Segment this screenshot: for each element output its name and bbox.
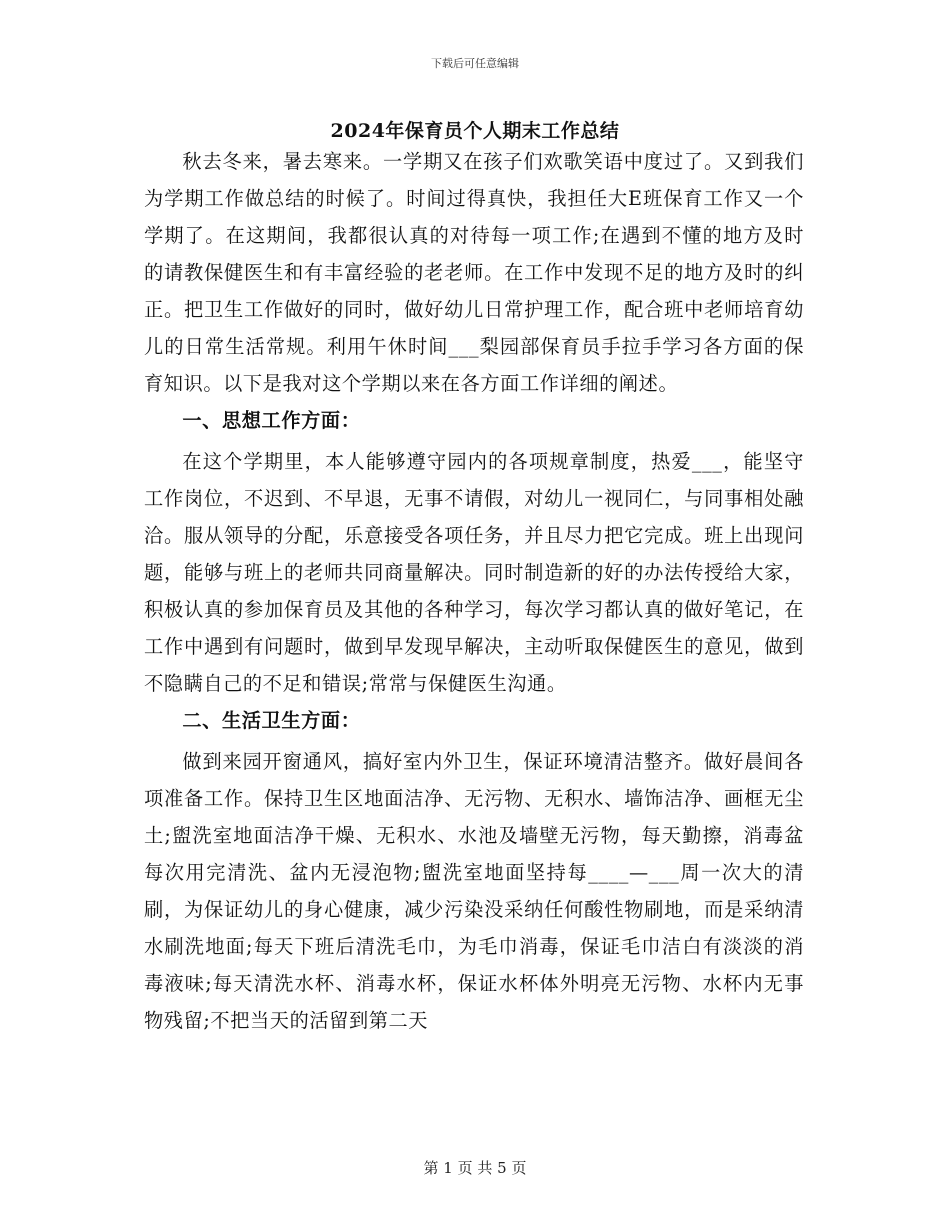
page-number: 第 1 页 共 5 页 [423,1159,527,1177]
document-body [144,143,804,1039]
header-note: 下载后可任意编辑 [431,57,519,70]
intro-paragraph: 秋去冬来，暑去寒来。一学期又在孩子们欢歌笑语中度过了。又到我们为学期工作做总结的时候了。时间过得真快，我担任大E班保育工作又一个学期了。在这期间，我都很认真的对待每一项工作;在遇到不懂的地方及时的请教保健医生和有丰富经验的老老师。在工作中发现不足的地方及时的纠正。把卫生工作做好的同时，做好幼儿日常护理工作，配合班中老师培育幼儿的日常生活常规。利用午休时间___梨园部保育员手拉手学习各方面的保育知识。以下是我对这个学期以来在各方面工作详细的阐述。 [144,150,804,395]
section-heading-hygiene: 二、生活卫生方面： [182,709,361,732]
section-body-hygiene: 做到来园开窗通风，搞好室内外卫生，保证环境清洁整齐。做好晨间各项准备工作。保持卫生区地面洁净、无污物、无积水、墙饰洁净、画框无尘土;盥洗室地面洁净干燥、无积水、水池及墙壁无污物，每天勤擦，消毒盆每次用完清洗、盆内无浸泡物;盥洗室地面坚持每____—___周一次大的清刷，为保证幼儿的身心健康，减少污染没采纳任何酸性物刷地，而是采纳清水刷洗地面;每天下班后清洗毛巾，为毛巾消毒，保证毛巾洁白有淡淡的消毒液味;每天清洗水杯、消毒水杯，保证水杯体外明亮无污物、水杯内无事物残留;不把当天的活留到第二天 [144,750,804,1032]
document-title: 2024年保育员个人期末工作总结 [330,120,620,142]
section-heading-thinking: 一、思想工作方面： [182,409,361,432]
section-body-thinking: 在这个学期里，本人能够遵守园内的各项规章制度，热爱___，能坚守工作岗位，不迟到、不早退，无事不请假，对幼儿一视同仁，与同事相处融洽。服从领导的分配，乐意接受各项任务，并且尽力把它完成。班上出现问题，能够与班上的老师共同商量解决。同时制造新的好的办法传授给大家，积极认真的参加保育员及其他的各种学习，每次学习都认真的做好笔记，在工作中遇到有问题时，做到早发现早解决，主动听取保健医生的意见，做到不隐瞒自己的不足和错误;常常与保健医生沟通。 [144,450,804,695]
